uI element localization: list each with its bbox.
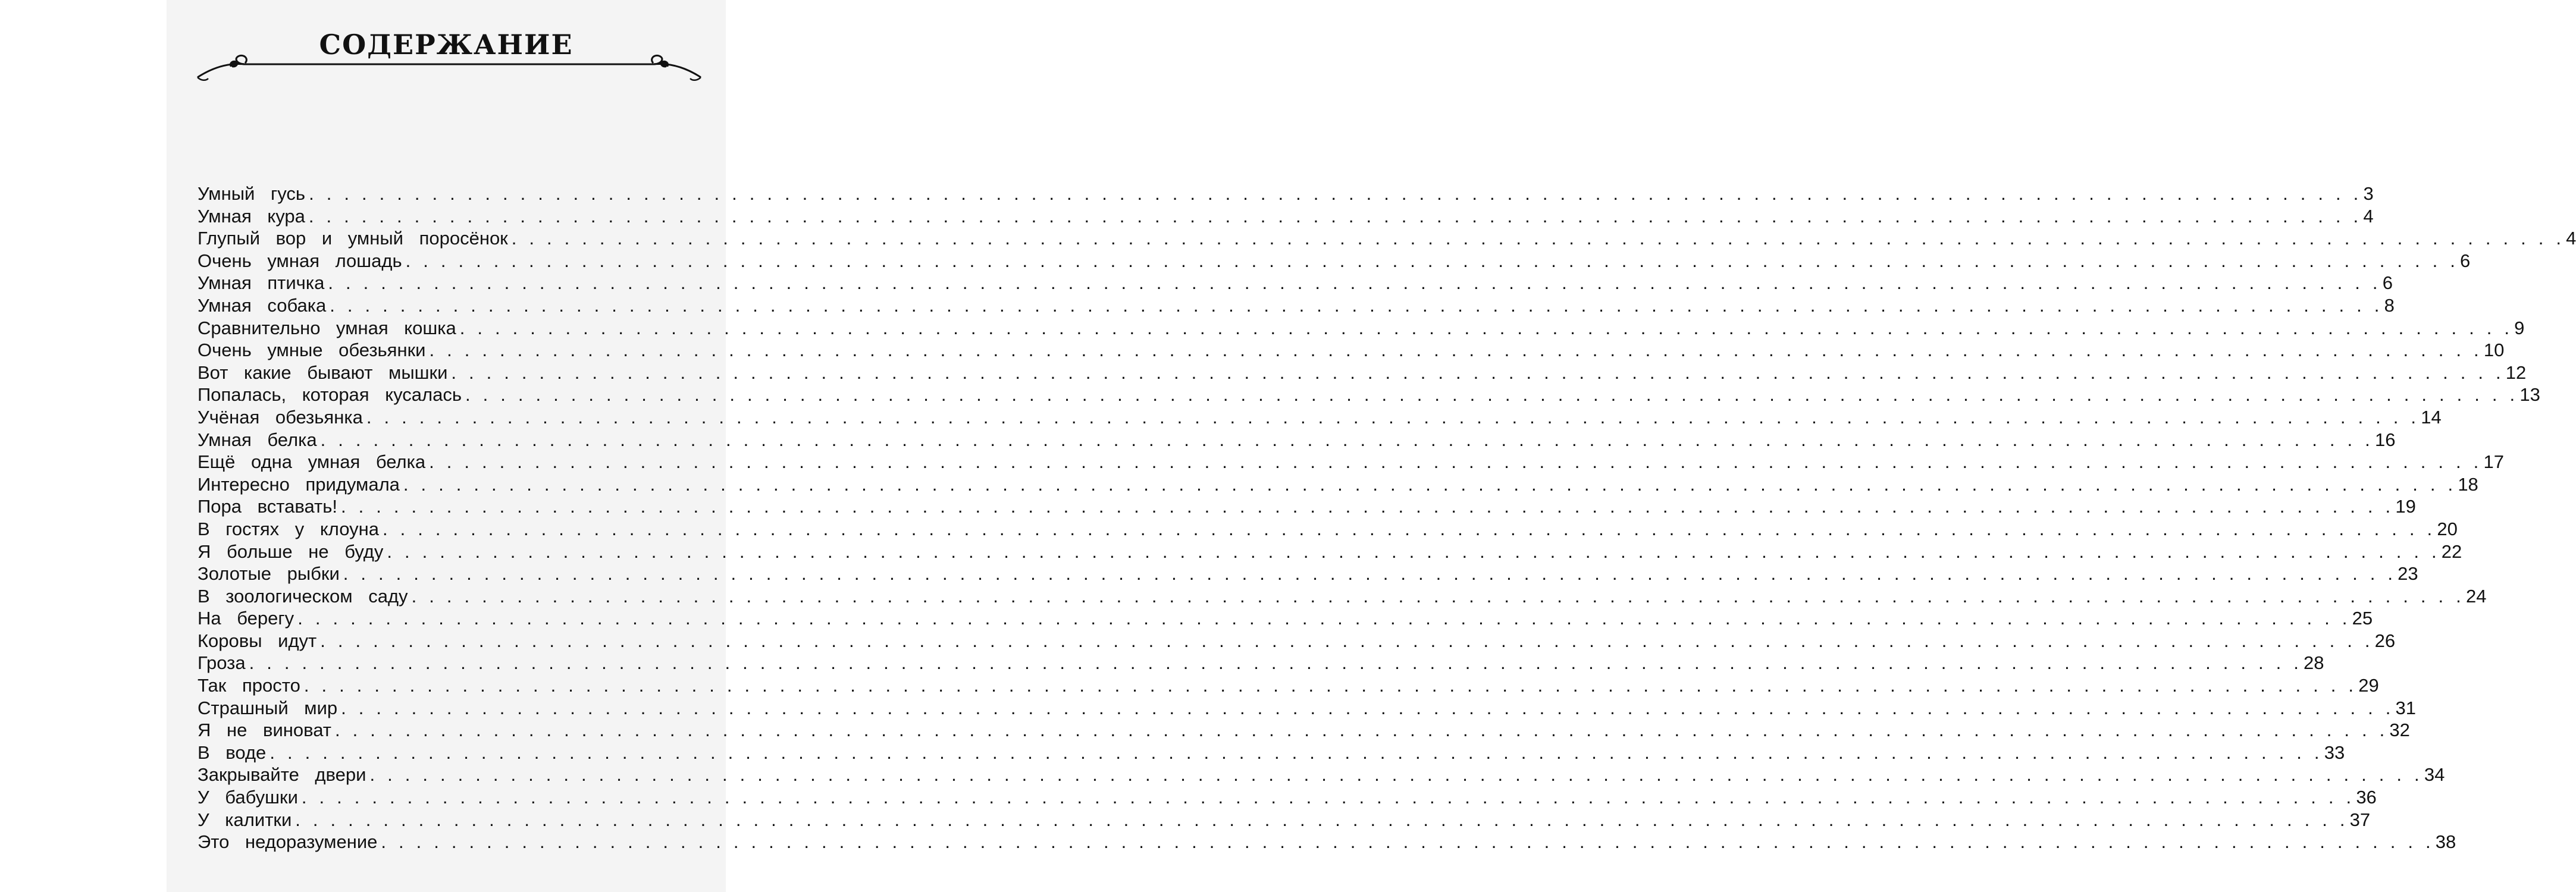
toc-entry-title: Вот какие бывают мышки [198,362,448,383]
toc-entry-title: Учёная обезьянка [198,406,363,428]
toc-dot-leader: . . . . . . . . . . . . . . . . . . . . . . . . . . . . . . . . . . . . . . . . . . . . . . . . . . . . . . . . . . . . . . . . . . . . . . . . . . . . . . . . . . . . . . . . . . . . . . . . . . . . . . . . . . . . . . . . . . . . . [320,630,2374,651]
toc-entry-title: Попалась, которая кусалась [198,384,462,406]
toc-entry-page-number: 18 [2458,473,2478,495]
toc-entry [198,272,2393,295]
toc-entry-page-number: 13 [2519,384,2540,406]
toc-entry-title: Очень умные обезьянки [198,340,426,361]
toc-entry [198,630,2396,653]
toc-entry-title: Умная собака [198,294,327,316]
toc-entry [198,250,2471,273]
toc-entry [198,809,2371,832]
toc-dot-leader: . . . . . . . . . . . . . . . . . . . . . . . . . . . . . . . . . . . . . . . . . . . . . . . . . . . . . . . . . . . . . . . . . . . . . . . . . . . . . . . . . . . . . . . . . . . . . . . . . . . . . . . . . . . . . . . . . . . . . [403,473,2457,495]
toc-entry-page-number: 24 [2465,585,2487,607]
toc-entry-page-number: 9 [2514,317,2525,338]
table-of-contents [198,183,2576,854]
toc-entry-title: Ещё одна умная белка [198,451,426,473]
toc-entry [198,831,2456,854]
toc-dot-leader: . . . . . . . . . . . . . . . . . . . . . . . . . . . . . . . . . . . . . . . . . . . . . . . . . . . . . . . . . . . . . . . . . . . . . . . . . . . . . . . . . . . . . . . . . . . . . . . . . . . . . . . . . . . . . . . . . . . . . [301,787,2355,808]
toc-dot-leader: . . . . . . . . . . . . . . . . . . . . . . . . . . . . . . . . . . . . . . . . . . . . . . . . . . . . . . . . . . . . . . . . . . . . . . . . . . . . . . . . . . . . . . . . . . . . . . . . . . . . . . . . . . . . . . . . . . . . . [366,406,2420,428]
toc-entry [198,764,2445,787]
toc-entry-title: В воде [198,742,267,763]
toc-dot-leader: . . . . . . . . . . . . . . . . . . . . . . . . . . . . . . . . . . . . . . . . . . . . . . . . . . . . . . . . . . . . . . . . . . . . . . . . . . . . . . . . . . . . . . . . . . . . . . . . . . . . . . . . . . . . . . . . . . . . . [405,250,2459,271]
toc-entry-page-number: 34 [2424,764,2445,786]
toc-entry-page-number: 4 [2363,205,2374,227]
toc-entry [198,675,2379,698]
toc-entry-title: В зоологическом саду [198,585,408,607]
toc-entry-page-number: 12 [2505,362,2527,383]
toc-dot-leader: . . . . . . . . . . . . . . . . . . . . . . . . . . . . . . . . . . . . . . . . . . . . . . . . . . . . . . . . . . . . . . . . . . . . . . . . . . . . . . . . . . . . . . . . . . . . . . . . . . . . . . . . . . . . . . . . . . . . . [387,541,2440,562]
toc-dot-leader: . . . . . . . . . . . . . . . . . . . . . . . . . . . . . . . . . . . . . . . . . . . . . . . . . . . . . . . . . . . . . . . . . . . . . . . . . . . . . . . . . . . . . . . . . . . . . . . . . . . . . . . . . . . . . . . . . . . . . [343,563,2397,585]
toc-dot-leader: . . . . . . . . . . . . . . . . . . . . . . . . . . . . . . . . . . . . . . . . . . . . . . . . . . . . . . . . . . . . . . . . . . . . . . . . . . . . . . . . . . . . . . . . . . . . . . . . . . . . . . . . . . . . . . . . . . . . . [429,451,2483,473]
toc-dot-leader: . . . . . . . . . . . . . . . . . . . . . . . . . . . . . . . . . . . . . . . . . . . . . . . . . . . . . . . . . . . . . . . . . . . . . . . . . . . . . . . . . . . . . . . . . . . . . . . . . . . . . . . . . . . . . . . . . . . . . [320,429,2374,450]
toc-entry-title: Сравнительно умная кошка [198,317,456,338]
toc-entry-page-number: 29 [2358,675,2379,696]
toc-entry [198,294,2395,318]
toc-entry-page-number: 14 [2421,406,2442,428]
toc-entry [198,742,2345,765]
toc-entry [198,563,2418,586]
toc-entry-page-number: 16 [2374,429,2396,450]
toc-entry-page-number: 17 [2483,451,2504,473]
toc-entry-title: Гроза [198,652,246,674]
toc-entry-title: Страшный мир [198,697,338,718]
toc-entry-title: Я больше не буду [198,541,384,562]
toc-entry-page-number: 37 [2349,809,2371,830]
toc-dot-leader: . . . . . . . . . . . . . . . . . . . . . . . . . . . . . . . . . . . . . . . . . . . . . . . . . . . . . . . . . . . . . . . . . . . . . . . . . . . . . . . . . . . . . . . . . . . . . . . . . . . . . . . . . . . . . . . . . . . . . [459,317,2514,338]
toc-entry [198,451,2504,474]
toc-entry-title: Я не виноват [198,720,331,741]
toc-dot-leader: . . . . . . . . . . . . . . . . . . . . . . . . . . . . . . . . . . . . . . . . . . . . . . . . . . . . . . . . . . . . . . . . . . . . . . . . . . . . . . . . . . . . . . . . . . . . . . . . . . . . . . . . . . . . . . . . . . . . . [381,831,2434,853]
toc-dot-leader: . . . . . . . . . . . . . . . . . . . . . . . . . . . . . . . . . . . . . . . . . . . . . . . . . . . . . . . . . . . . . . . . . . . . . . . . . . . . . . . . . . . . . . . . . . . . . . . . . . . . . . . . . . . . . . . . . . . . . [328,272,2381,294]
toc-entry [198,205,2374,228]
toc-entry-page-number: 38 [2435,831,2456,853]
toc-entry-title: Умная кура [198,205,305,227]
toc-entry [198,652,2324,675]
toc-entry [198,473,2478,497]
toc-entry-page-number: 26 [2374,630,2396,651]
toc-dot-leader: . . . . . . . . . . . . . . . . . . . . . . . . . . . . . . . . . . . . . . . . . . . . . . . . . . . . . . . . . . . . . . . . . . . . . . . . . . . . . . . . . . . . . . . . . . . . . . . . . . . . . . . . . . . . . . . . . . . . . [249,652,2303,674]
toc-entry [198,585,2487,608]
toc-entry [198,429,2396,452]
toc-entry-title: Закрывайте двери [198,764,366,786]
toc-entry [198,541,2462,564]
toc-dot-leader: . . . . . . . . . . . . . . . . . . . . . . . . . . . . . . . . . . . . . . . . . . . . . . . . . . . . . . . . . . . . . . . . . . . . . . . . . . . . . . . . . . . . . . . . . . . . . . . . . . . . . . . . . . . . . . . . . . . . . [335,720,2389,741]
toc-dot-leader: . . . . . . . . . . . . . . . . . . . . . . . . . . . . . . . . . . . . . . . . . . . . . . . . . . . . . . . . . . . . . . . . . . . . . . . . . . . . . . . . . . . . . . . . . . . . . . . . . . . . . . . . . . . . . . . . . . . . . [340,496,2395,517]
toc-entry-page-number: 20 [2437,518,2458,539]
toc-entry [198,518,2458,541]
toc-entry-title: На берегу [198,608,294,629]
toc-entry-title: В гостях у клоуна [198,518,379,539]
toc-dot-leader: . . . . . . . . . . . . . . . . . . . . . . . . . . . . . . . . . . . . . . . . . . . . . . . . . . . . . . . . . . . . . . . . . . . . . . . . . . . . . . . . . . . . . . . . . . . . . . . . . . . . . . . . . . . . . . . . . . . . . [411,585,2465,607]
toc-entry-title: Это недоразумение [198,831,378,853]
toc-dot-leader: . . . . . . . . . . . . . . . . . . . . . . . . . . . . . . . . . . . . . . . . . . . . . . . . . . . . . . . . . . . . . . . . . . . . . . . . . . . . . . . . . . . . . . . . . . . . . . . . . . . . . . . . . . . . . . . . . . . . . [451,362,2505,383]
toc-entry-page-number: 6 [2382,272,2393,294]
toc-entry [198,720,2410,742]
toc-entry-title: Коровы идут [198,630,317,651]
toc-entry-page-number: 32 [2389,720,2410,741]
toc-entry-page-number: 33 [2324,742,2345,763]
toc-entry-title: Так просто [198,675,300,696]
toc-entry-title: У калитки [198,809,292,830]
toc-entry-page-number: 31 [2395,697,2417,718]
toc-dot-leader: . . . . . . . . . . . . . . . . . . . . . . . . . . . . . . . . . . . . . . . . . . . . . . . . . . . . . . . . . . . . . . . . . . . . . . . . . . . . . . . . . . . . . . . . . . . . . . . . . . . . . . . . . . . . . . . . . . . . . [465,384,2519,406]
toc-dot-leader: . . . . . . . . . . . . . . . . . . . . . . . . . . . . . . . . . . . . . . . . . . . . . . . . . . . . . . . . . . . . . . . . . . . . . . . . . . . . . . . . . . . . . . . . . . . . . . . . . . . . . . . . . . . . . . . . . . . . . [309,183,2362,204]
toc-entry-page-number: 8 [2384,294,2395,316]
toc-entry [198,406,2442,429]
toc-entry [198,183,2374,206]
toc-entry-page-number: 19 [2395,496,2416,517]
toc-entry-title: Интересно придумала [198,473,400,495]
toc-entry-title: Умная птичка [198,272,325,294]
toc-entry-page-number: 36 [2356,787,2377,808]
toc-entry-title: Глупый вор и умный поросёнок [198,228,508,249]
toc-entry [198,317,2525,340]
toc-entry-page-number: 28 [2304,652,2324,674]
toc-entry [198,608,2373,630]
toc-entry-page-number: 4 [2566,228,2576,249]
toc-entry-title: Умная белка [198,429,317,450]
toc-dot-leader: . . . . . . . . . . . . . . . . . . . . . . . . . . . . . . . . . . . . . . . . . . . . . . . . . . . . . . . . . . . . . . . . . . . . . . . . . . . . . . . . . . . . . . . . . . . . . . . . . . . . . . . . . . . . . . . . . . . . . [269,742,2323,763]
toc-entry [198,697,2417,720]
toc-entry [198,362,2527,385]
toc-dot-leader: . . . . . . . . . . . . . . . . . . . . . . . . . . . . . . . . . . . . . . . . . . . . . . . . . . . . . . . . . . . . . . . . . . . . . . . . . . . . . . . . . . . . . . . . . . . . . . . . . . . . . . . . . . . . . . . . . . . . . [295,809,2349,830]
toc-dot-leader: . . . . . . . . . . . . . . . . . . . . . . . . . . . . . . . . . . . . . . . . . . . . . . . . . . . . . . . . . . . . . . . . . . . . . . . . . . . . . . . . . . . . . . . . . . . . . . . . . . . . . . . . . . . . . . . . . . . . . [297,608,2351,629]
toc-dot-leader: . . . . . . . . . . . . . . . . . . . . . . . . . . . . . . . . . . . . . . . . . . . . . . . . . . . . . . . . . . . . . . . . . . . . . . . . . . . . . . . . . . . . . . . . . . . . . . . . . . . . . . . . . . . . . . . . . . . . . [303,675,2358,696]
toc-dot-leader: . . . . . . . . . . . . . . . . . . . . . . . . . . . . . . . . . . . . . . . . . . . . . . . . . . . . . . . . . . . . . . . . . . . . . . . . . . . . . . . . . . . . . . . . . . . . . . . . . . . . . . . . . . . . . . . . . . . . . [382,518,2436,539]
toc-entry-page-number: 10 [2483,340,2505,361]
toc-dot-leader: . . . . . . . . . . . . . . . . . . . . . . . . . . . . . . . . . . . . . . . . . . . . . . . . . . . . . . . . . . . . . . . . . . . . . . . . . . . . . . . . . . . . . . . . . . . . . . . . . . . . . . . . . . . . . . . . . . . . . [330,294,2383,316]
toc-entry-title: Умный гусь [198,183,306,204]
toc-entry-title: Пора вставать! [198,496,337,517]
toc-dot-leader: . . . . . . . . . . . . . . . . . . . . . . . . . . . . . . . . . . . . . . . . . . . . . . . . . . . . . . . . . . . . . . . . . . . . . . . . . . . . . . . . . . . . . . . . . . . . . . . . . . . . . . . . . . . . . . . . . . . . . [429,340,2483,361]
page-title: СОДЕРЖАНИЕ [319,29,574,61]
toc-dot-leader: . . . . . . . . . . . . . . . . . . . . . . . . . . . . . . . . . . . . . . . . . . . . . . . . . . . . . . . . . . . . . . . . . . . . . . . . . . . . . . . . . . . . . . . . . . . . . . . . . . . . . . . . . . . . . . . . . . . . . [308,205,2362,227]
toc-entry-page-number: 6 [2460,250,2471,271]
toc-entry-title: У бабушки [198,787,298,808]
toc-entry [198,228,2576,250]
toc-entry-page-number: 23 [2398,563,2418,585]
toc-dot-leader: . . . . . . . . . . . . . . . . . . . . . . . . . . . . . . . . . . . . . . . . . . . . . . . . . . . . . . . . . . . . . . . . . . . . . . . . . . . . . . . . . . . . . . . . . . . . . . . . . . . . . . . . . . . . . . . . . . . . . [341,697,2395,718]
title-ornament-divider [198,55,701,83]
toc-entry-title: Золотые рыбки [198,563,340,585]
toc-entry-title: Очень умная лошадь [198,250,402,271]
toc-entry-page-number: 3 [2363,183,2374,204]
toc-dot-leader: . . . . . . . . . . . . . . . . . . . . . . . . . . . . . . . . . . . . . . . . . . . . . . . . . . . . . . . . . . . . . . . . . . . . . . . . . . . . . . . . . . . . . . . . . . . . . . . . . . . . . . . . . . . . . . . . . . . . . [369,764,2423,786]
toc-entry [198,496,2416,519]
toc-entry [198,787,2377,809]
toc-entry-page-number: 25 [2352,608,2373,629]
toc-entry-page-number: 22 [2441,541,2462,562]
toc-entry [198,384,2540,407]
toc-dot-leader: . . . . . . . . . . . . . . . . . . . . . . . . . . . . . . . . . . . . . . . . . . . . . . . . . . . . . . . . . . . . . . . . . . . . . . . . . . . . . . . . . . . . . . . . . . . . . . . . . . . . . . . . . . . . . . . . . . . . . [511,228,2565,249]
toc-entry [198,340,2505,362]
